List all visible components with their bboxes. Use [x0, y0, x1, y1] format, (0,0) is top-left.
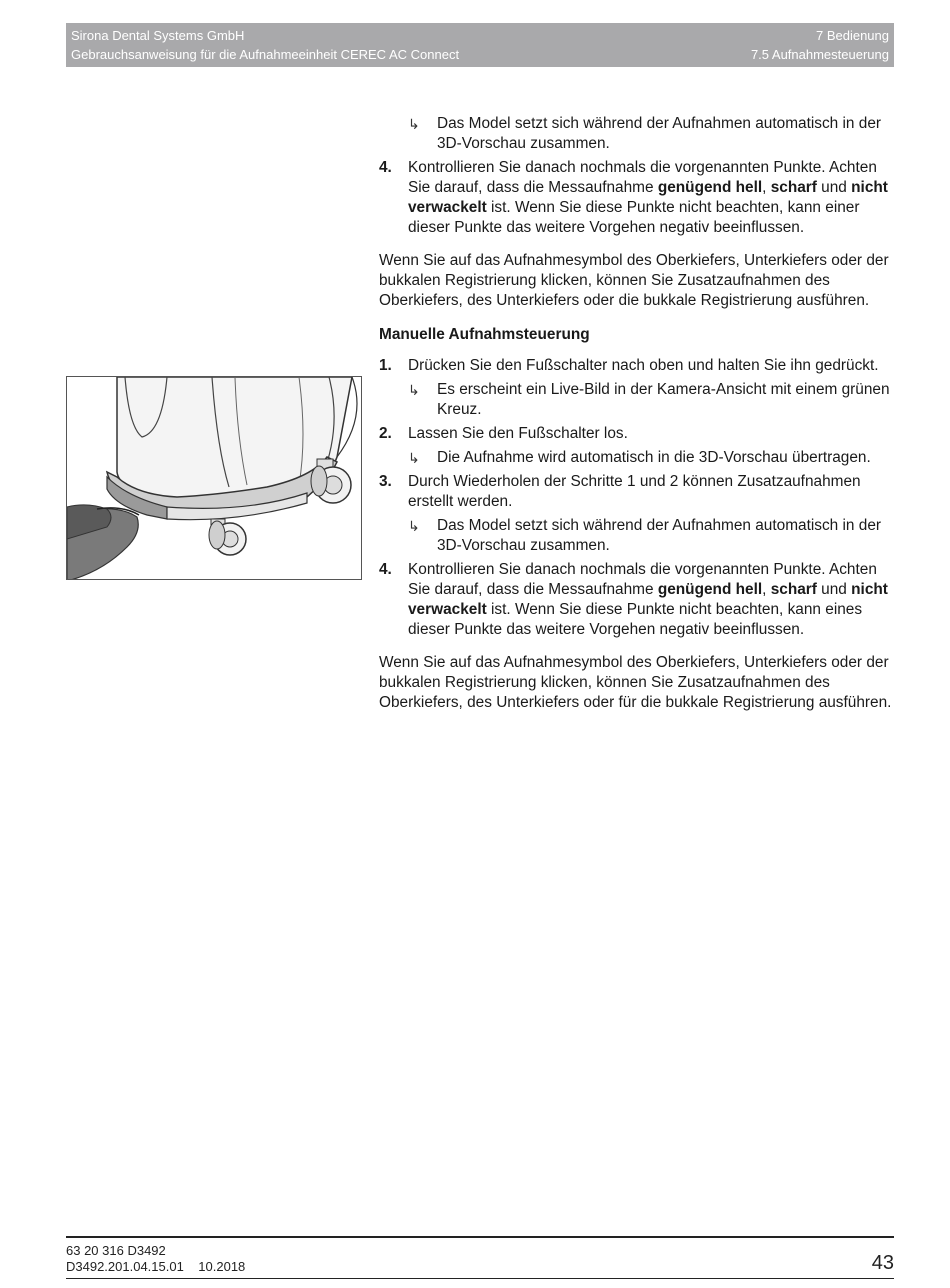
step-item: 4. Kontrollieren Sie danach nochmals die vorgenannten Punkte. Achten Sie darauf, dass die Messaufnahme genügend hell, scharf und nicht verwackelt ist. Wenn Sie diese Punkte nicht beachten, kann eines dieser Punkte das weitere Vorgehen negativ beeinflussen. [379, 561, 888, 638]
caster-right [311, 459, 351, 503]
result-arrow-icon: ↳ [408, 450, 420, 466]
header-section: 7.5 Aufnahmesteuerung [750, 47, 889, 62]
page-header [66, 23, 894, 67]
footer-doc-info [66, 1243, 245, 1275]
result-arrow-icon: ↳ [408, 116, 420, 132]
main-content [379, 114, 899, 713]
result-arrow-icon: ↳ [408, 382, 420, 398]
caster-left [209, 519, 246, 555]
result-item: ↳ Das Model setzt sich während der Aufnahmen automatisch in der 3D-Vorschau zusammen. [408, 115, 881, 152]
footer-order-number: 63 20 316 D3492 [66, 1243, 166, 1258]
footer-divider [66, 1236, 894, 1238]
body-paragraph: Wenn Sie auf das Aufnahmesymbol des Oberkiefers, Unterkiefers oder der bukkalen Registrierung klicken, können Sie Zusatzaufnahmen des Oberkiefers, des Unterkiefers oder die bukkale Registrierung ausführen. [379, 252, 889, 309]
step-number: 4. [379, 561, 392, 578]
body-paragraph: Wenn Sie auf das Aufnahmesymbol des Oberkiefers, Unterkiefers oder der bukkalen Registrierung klicken, können Sie Zusatzaufnahmen des Oberkiefers, des Unterkiefers oder für die bukkale Registrierung ausführen. [379, 654, 892, 711]
foot-switch-illustration [66, 376, 362, 580]
step-item: 1. Drücken Sie den Fußschalter nach oben und halten Sie ihn gedrückt. [379, 357, 879, 374]
footer-bottom-divider [66, 1278, 894, 1279]
step-number: 2. [379, 425, 392, 442]
section-heading: Manuelle Aufnahmsteuerung [379, 326, 590, 343]
result-item: ↳ Das Model setzt sich während der Aufnahmen automatisch in der 3D-Vorschau zusammen. [408, 517, 881, 554]
header-chapter: 7 Bedienung [815, 28, 889, 43]
footer-doc-number: D3492.201.04.15.01 [66, 1259, 184, 1274]
footer-date: 10.2018 [198, 1259, 246, 1274]
step-number: 3. [379, 473, 392, 490]
result-item: ↳ Die Aufnahme wird automatisch in die 3D-Vorschau übertragen. [408, 449, 871, 466]
header-manual-title: Gebrauchsanweisung für die Aufnahmeeinheit CEREC AC Connect [71, 47, 460, 62]
step-item: 4. Kontrollieren Sie danach nochmals die vorgenannten Punkte. Achten Sie darauf, dass die Messaufnahme genügend hell, scharf und nicht verwackelt ist. Wenn Sie diese Punkte nicht beachten, kann einer dieser Punkte das weitere Vorgehen negativ beeinflussen. [379, 159, 888, 236]
result-item: ↳ Es erscheint ein Live-Bild in der Kamera-Ansicht mit einem grünen Kreuz. [408, 381, 890, 418]
page-number: 43 [871, 1252, 894, 1274]
unit-base-drawing [67, 377, 362, 580]
result-arrow-icon: ↳ [408, 518, 420, 534]
header-company: Sirona Dental Systems GmbH [71, 28, 245, 43]
step-number: 4. [379, 159, 392, 176]
step-item: 2. Lassen Sie den Fußschalter los. [379, 425, 628, 442]
step-item: 3. Durch Wiederholen der Schritte 1 und 2 können Zusatzaufnahmen erstellt werden. [379, 473, 861, 510]
step-number: 1. [379, 357, 392, 374]
